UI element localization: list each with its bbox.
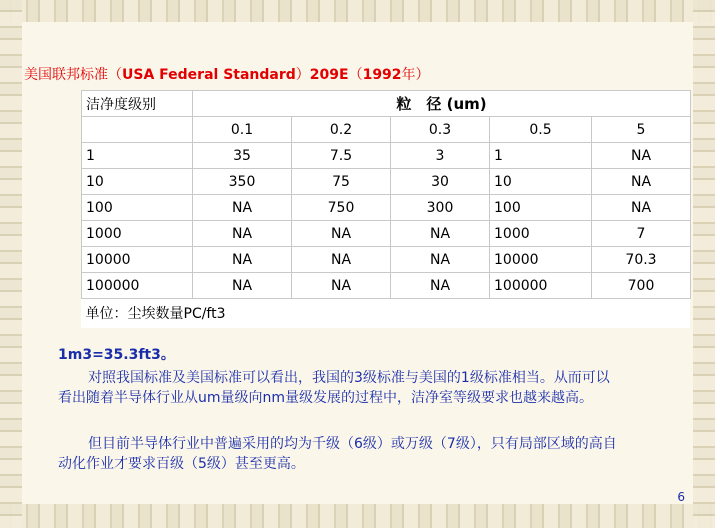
table-cell: 75 bbox=[292, 169, 391, 195]
table-cell bbox=[82, 117, 193, 143]
table-cell: NA bbox=[193, 273, 292, 299]
conversion-equation: 1m3=35.3ft3。 bbox=[58, 347, 175, 363]
size-cell: 0.2 bbox=[292, 117, 391, 143]
table-cell: 7.5 bbox=[292, 143, 391, 169]
table-cell: 100 bbox=[490, 195, 592, 221]
table-cell: 7 bbox=[592, 221, 691, 247]
table-unit-row bbox=[82, 299, 691, 328]
table-cell: NA bbox=[592, 195, 691, 221]
table-cell: 750 bbox=[292, 195, 391, 221]
table-cell: NA bbox=[292, 247, 391, 273]
table-cell: 700 bbox=[592, 273, 691, 299]
table-row bbox=[82, 195, 691, 221]
decorative-border-right bbox=[693, 0, 715, 528]
particle-size-header: 粒 径 (um) bbox=[193, 91, 691, 117]
table-cell: 3 bbox=[391, 143, 490, 169]
table-corner-header: 洁净度级别 bbox=[82, 91, 193, 117]
table-cell: NA bbox=[193, 221, 292, 247]
table-cell: 30 bbox=[391, 169, 490, 195]
slide-title: 美国联邦标准（USA Federal Standard）209E（1992年） bbox=[24, 67, 430, 83]
size-cell: 5 bbox=[592, 117, 691, 143]
size-cell: 0.5 bbox=[490, 117, 592, 143]
decorative-border-left bbox=[0, 0, 22, 528]
class-cell: 100000 bbox=[82, 273, 193, 299]
table-cell: 1 bbox=[490, 143, 592, 169]
table-cell: 300 bbox=[391, 195, 490, 221]
table-cell: 350 bbox=[193, 169, 292, 195]
table-cell: NA bbox=[193, 247, 292, 273]
table-cell: 1000 bbox=[490, 221, 592, 247]
class-cell: 10000 bbox=[82, 247, 193, 273]
table-cell: NA bbox=[592, 169, 691, 195]
table-cell bbox=[592, 299, 691, 328]
table-cell bbox=[391, 299, 490, 328]
decorative-border-bottom bbox=[0, 504, 715, 528]
paragraph-industry: 但目前半导体行业中普遍采用的均为千级（6级）或万级（7级），只有局部区域的高自动化作业才要求百级（5级）甚至更高。 bbox=[58, 436, 617, 472]
class-cell: 1000 bbox=[82, 221, 193, 247]
table-row bbox=[82, 273, 691, 299]
cleanroom-standard-table bbox=[81, 90, 690, 328]
class-cell: 1 bbox=[82, 143, 193, 169]
class-cell: 100 bbox=[82, 195, 193, 221]
table-cell: NA bbox=[292, 221, 391, 247]
table-cell: 35 bbox=[193, 143, 292, 169]
table-size-row bbox=[82, 117, 691, 143]
table-header-row bbox=[82, 91, 691, 117]
page-number: 6 bbox=[677, 490, 685, 504]
table-cell: NA bbox=[391, 221, 490, 247]
decorative-border-top bbox=[0, 0, 715, 22]
table-cell: 10 bbox=[490, 169, 592, 195]
table-row bbox=[82, 221, 691, 247]
table-cell: 70.3 bbox=[592, 247, 691, 273]
unit-note: 单位：尘埃数量PC/ft3 bbox=[85, 306, 226, 322]
table-row bbox=[82, 143, 691, 169]
table-row bbox=[82, 169, 691, 195]
table-cell: NA bbox=[292, 273, 391, 299]
table-cell: NA bbox=[391, 273, 490, 299]
table-row bbox=[82, 247, 691, 273]
table-cell: NA bbox=[193, 195, 292, 221]
paragraph-comparison: 对照我国标准及美国标准可以看出，我国的3级标准与美国的1级标准相当。从而可以看出随着半导体行业从um量级向nm量级发展的过程中，洁净室等级要求也越来越高。 bbox=[58, 370, 610, 406]
class-cell: 10 bbox=[82, 169, 193, 195]
table-cell bbox=[490, 299, 592, 328]
size-cell: 0.3 bbox=[391, 117, 490, 143]
table-cell: NA bbox=[391, 247, 490, 273]
table-cell: NA bbox=[592, 143, 691, 169]
table-cell: 10000 bbox=[490, 247, 592, 273]
table-cell: 100000 bbox=[490, 273, 592, 299]
size-cell: 0.1 bbox=[193, 117, 292, 143]
